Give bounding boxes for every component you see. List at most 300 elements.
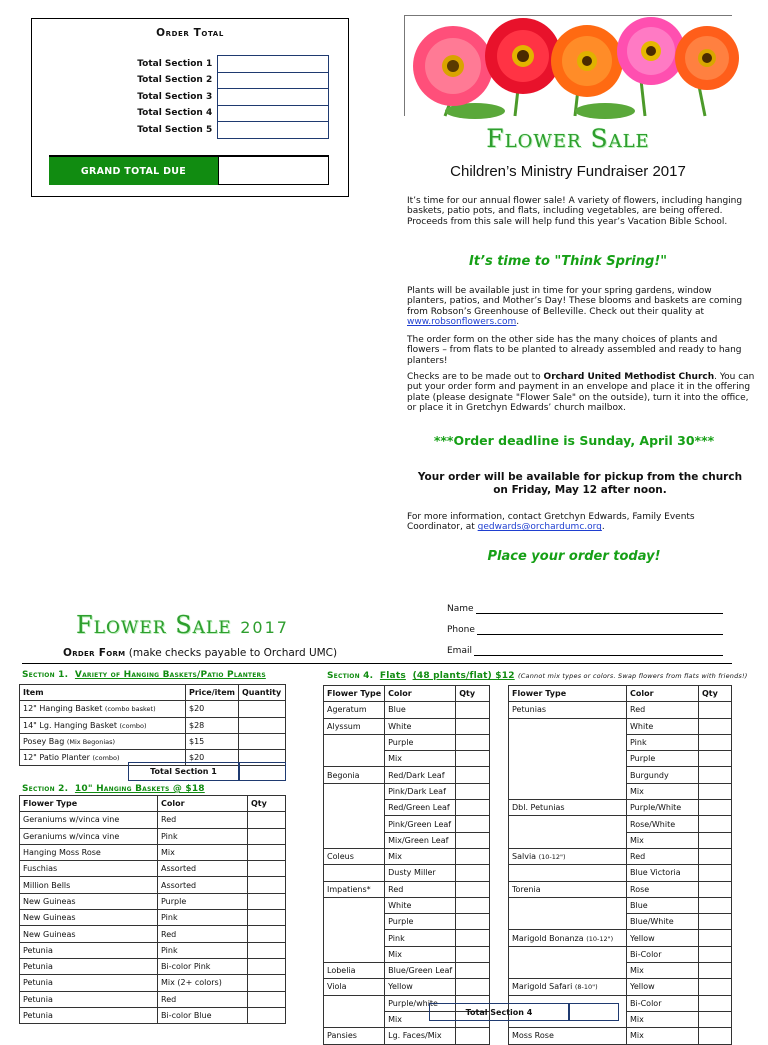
form-title-text: Flower Sale <box>76 611 232 639</box>
table-row <box>324 832 490 848</box>
email-field[interactable] <box>447 646 723 656</box>
table-row <box>509 718 732 734</box>
qty-input[interactable] <box>248 844 286 860</box>
qty-input[interactable] <box>456 832 490 848</box>
table-row <box>20 991 286 1007</box>
section1-number: Section 1. <box>22 670 69 680</box>
plants-text: Plants will be available just in time for your spring gardens, window planters, patios, and Mother’s Day! These blooms and baskets are coming from Robson’s Greenhouse of Belleville. Check out their quality at <box>407 286 743 317</box>
table-row <box>324 816 490 832</box>
qty-input[interactable] <box>456 848 490 864</box>
table-row <box>324 734 490 750</box>
section1-title: Variety of Hanging Baskets/Patio Planters <box>74 670 266 680</box>
flower-type-cell <box>509 783 627 799</box>
flower-type-cell <box>324 718 385 734</box>
flower-type-name: Salvia <box>512 852 537 862</box>
table-row <box>509 800 732 816</box>
item-note: (combo basket) <box>104 705 156 714</box>
flower-type-name: Pansies <box>327 1031 357 1041</box>
phone-label: Phone <box>447 625 475 635</box>
flower-size-note: (10-12") <box>538 853 566 862</box>
order-form-note: (make checks payable to Orchard UMC) <box>125 647 338 659</box>
qty-input[interactable] <box>456 751 490 767</box>
color-cell: Bi-color Blue <box>158 1007 248 1023</box>
section4-table-right <box>508 685 732 1045</box>
flower-type-cell: Petunia <box>20 991 158 1007</box>
color-cell: Blue <box>385 702 456 718</box>
flower-type-name: Begonia <box>327 770 360 780</box>
qty-input[interactable] <box>699 1028 732 1044</box>
qty-input[interactable] <box>699 783 732 799</box>
total-section-label: Total Section 1 <box>49 56 218 73</box>
flower-type-cell <box>324 767 385 783</box>
flower-type-cell <box>324 881 385 897</box>
section2-table <box>19 795 286 1024</box>
church-name: Orchard United Methodist Church <box>543 372 715 382</box>
qty-input[interactable] <box>456 946 490 962</box>
table-row <box>509 702 732 718</box>
flower-size-note: (8-10") <box>574 983 598 992</box>
checks-text-end: . You can put your order form and payment in an envelope and place it in the offering plate (please designate "Flower Sale" on the outside), turn it into the office, or place it in Gretchyn Edwards’ church mailbox. <box>407 372 755 414</box>
flower-type-cell <box>324 1028 385 1044</box>
section4-title: Flats <box>379 671 406 681</box>
table-row <box>324 963 490 979</box>
color-cell: Pink <box>158 942 248 958</box>
section1-table <box>19 684 286 766</box>
col-item: Item <box>20 685 186 701</box>
checks-paragraph <box>407 372 755 414</box>
table-row <box>20 828 286 844</box>
qty-input[interactable] <box>699 848 732 864</box>
color-cell: Pink <box>385 930 456 946</box>
color-cell: Mix <box>627 832 699 848</box>
flower-sale-title: Flower Sale <box>486 124 650 153</box>
table-row <box>324 702 490 718</box>
color-cell: Pink <box>627 734 699 750</box>
color-cell: Purple <box>385 914 456 930</box>
qty-input[interactable] <box>699 979 732 995</box>
divider <box>22 663 732 664</box>
section4-heading <box>327 671 748 681</box>
total-section-label: Total Section 5 <box>49 122 218 139</box>
color-cell: Mix <box>385 946 456 962</box>
qty-input[interactable] <box>248 877 286 893</box>
table-row <box>20 701 286 717</box>
contact-paragraph <box>407 512 747 533</box>
table-row <box>509 930 732 946</box>
flower-type-name: Marigold Bonanza <box>512 933 584 943</box>
table-row <box>20 1007 286 1023</box>
flower-type-cell: Fuschias <box>20 861 158 877</box>
color-cell: Yellow <box>627 930 699 946</box>
flower-type-cell <box>509 767 627 783</box>
color-cell: Yellow <box>627 979 699 995</box>
color-cell: Red <box>158 926 248 942</box>
qty-input[interactable] <box>699 734 732 750</box>
flower-type-name: Dbl. Petunias <box>512 803 565 813</box>
qty-input[interactable] <box>699 1011 732 1027</box>
qty-input[interactable] <box>699 751 732 767</box>
table-row <box>20 910 286 926</box>
contact-end: . <box>601 522 605 533</box>
color-cell: Mix <box>385 848 456 864</box>
order-total-row <box>49 122 329 139</box>
table-row <box>324 767 490 783</box>
email-line[interactable] <box>474 646 723 656</box>
qty-input[interactable] <box>456 816 490 832</box>
qty-input[interactable] <box>456 800 490 816</box>
col-color: Color <box>158 796 248 812</box>
color-cell: Dusty Miller <box>385 865 456 881</box>
order-total-table <box>49 55 329 139</box>
color-cell: Blue/White <box>627 914 699 930</box>
section1-heading <box>22 670 266 680</box>
color-cell: Red <box>158 991 248 1007</box>
flower-type-cell <box>509 816 627 832</box>
table-row <box>509 881 732 897</box>
table-row <box>324 848 490 864</box>
col-qty: Qty <box>456 686 490 702</box>
item-name: 12" Hanging Basket <box>23 704 103 714</box>
order-total-row <box>49 56 329 73</box>
zinnia-flowers-image <box>404 15 732 116</box>
table-row <box>20 942 286 958</box>
flower-type-name: Marigold Safari <box>512 982 573 992</box>
table-row <box>20 958 286 974</box>
color-cell: Red/Dark Leaf <box>385 767 456 783</box>
flower-type-cell: New Guineas <box>20 893 158 909</box>
table-row <box>509 979 732 995</box>
col-price: Price/item <box>186 685 239 701</box>
color-cell: White <box>385 897 456 913</box>
col-quantity: Quantity <box>239 685 286 701</box>
qty-input[interactable] <box>456 718 490 734</box>
total-section-field[interactable] <box>218 105 329 122</box>
phone-line[interactable] <box>477 625 723 635</box>
flower-type-name: Lobelia <box>327 966 356 976</box>
flower-type-name: Viola <box>327 982 347 992</box>
order-total-box <box>31 18 349 197</box>
total-section-field[interactable] <box>218 56 329 73</box>
flower-type-cell <box>509 751 627 767</box>
order-deadline: ***Order deadline is Sunday, April 30*** <box>433 433 715 448</box>
plants-paragraph <box>407 286 752 328</box>
flower-type-cell <box>509 832 627 848</box>
qty-input[interactable] <box>456 783 490 799</box>
qty-input[interactable] <box>248 910 286 926</box>
intro-paragraph: It’s time for our annual flower sale! A variety of flowers, including hanging baskets, patio pots, and flats, including vegetables, are being offered. Proceeds from this sale will help fund this year’s Vacation Bible School. <box>407 196 743 227</box>
color-cell: Purple <box>385 734 456 750</box>
qty-input[interactable] <box>248 958 286 974</box>
flower-type-cell <box>509 914 627 930</box>
col-flower-type: Flower Type <box>324 686 385 702</box>
qty-input[interactable] <box>699 702 732 718</box>
order-form-paragraph: The order form on the other side has the many choices of plants and flowers – from flats to be planted to already assembled and ready to hang planters! <box>407 335 742 366</box>
color-cell: White <box>385 718 456 734</box>
flower-type-cell <box>509 979 627 995</box>
table-row <box>324 881 490 897</box>
table-row <box>324 783 490 799</box>
flower-type-cell: Geraniums w/vinca vine <box>20 828 158 844</box>
qty-input[interactable] <box>699 897 732 913</box>
qty-input[interactable] <box>248 975 286 991</box>
table-row <box>20 812 286 828</box>
table-row <box>509 783 732 799</box>
name-field[interactable] <box>447 604 723 614</box>
total-section4-field[interactable] <box>569 1003 619 1021</box>
qty-input[interactable] <box>699 832 732 848</box>
table-row <box>324 914 490 930</box>
qty-input[interactable] <box>248 893 286 909</box>
table-row <box>509 816 732 832</box>
section2-title: 10" Hanging Baskets @ $18 <box>74 784 205 794</box>
flower-type-cell <box>324 1011 385 1027</box>
flower-type-name: Coleus <box>327 852 354 862</box>
table-row <box>324 718 490 734</box>
color-cell: Red/Green Leaf <box>385 800 456 816</box>
qty-input[interactable] <box>456 914 490 930</box>
qty-input[interactable] <box>456 734 490 750</box>
flower-type-cell <box>509 897 627 913</box>
flower-type-cell <box>324 865 385 881</box>
color-cell: Purple <box>158 893 248 909</box>
fundraiser-title: Children’s Ministry Fundraiser 2017 <box>450 163 686 180</box>
color-cell: Bi-color Pink <box>158 958 248 974</box>
color-cell: Red <box>627 848 699 864</box>
table-row <box>509 848 732 864</box>
flower-type-cell: Million Bells <box>20 877 158 893</box>
table-row <box>20 733 286 749</box>
table-row <box>324 800 490 816</box>
section2-number: Section 2. <box>22 784 69 794</box>
qty-input[interactable] <box>456 897 490 913</box>
price-cell: $28 <box>186 717 239 733</box>
qty-input[interactable] <box>456 963 490 979</box>
flower-type-cell: New Guineas <box>20 926 158 942</box>
think-spring-heading: It’s time to "Think Spring!" <box>468 254 668 269</box>
flower-type-cell: Petunia <box>20 942 158 958</box>
total-section-field[interactable] <box>218 89 329 106</box>
qty-input[interactable] <box>699 767 732 783</box>
price-cell: $15 <box>186 733 239 749</box>
qty-input[interactable] <box>456 1028 490 1044</box>
table-row <box>20 844 286 860</box>
col-qty: Qty <box>699 686 732 702</box>
section4-table-left <box>323 685 490 1045</box>
color-cell: Mix <box>627 1028 699 1044</box>
flower-type-cell <box>509 848 627 864</box>
table-row <box>20 717 286 733</box>
table-row <box>509 734 732 750</box>
flower-type-cell <box>324 897 385 913</box>
checks-text: Checks are to be made out to <box>407 372 544 382</box>
flower-type-cell <box>324 848 385 864</box>
total-section-field[interactable] <box>218 122 329 139</box>
qty-input[interactable] <box>699 946 732 962</box>
flower-type-cell <box>509 1028 627 1044</box>
order-form-label <box>63 647 337 659</box>
table-row <box>20 975 286 991</box>
flower-type-name: Moss Rose <box>512 1031 554 1041</box>
form-title <box>76 611 289 639</box>
item-name: 12" Patio Planter <box>23 753 90 763</box>
col-color: Color <box>627 686 699 702</box>
order-total-row <box>49 105 329 122</box>
qty-input[interactable] <box>456 865 490 881</box>
grand-total-label: GRAND TOTAL DUE <box>49 157 218 185</box>
flower-type-cell <box>509 702 627 718</box>
quantity-input[interactable] <box>239 717 286 733</box>
qty-input[interactable] <box>248 828 286 844</box>
table-row <box>509 963 732 979</box>
flower-type-cell <box>324 995 385 1011</box>
flower-type-cell <box>324 734 385 750</box>
qty-input[interactable] <box>699 816 732 832</box>
color-cell: Blue <box>627 897 699 913</box>
qty-input[interactable] <box>248 926 286 942</box>
item-note: (combo) <box>119 721 147 730</box>
table-row <box>509 897 732 913</box>
qty-input[interactable] <box>248 1007 286 1023</box>
phone-field[interactable] <box>447 625 723 635</box>
color-cell: Yellow <box>385 979 456 995</box>
total-section-label: Total Section 2 <box>49 72 218 89</box>
order-total-title: Order Total <box>156 27 224 39</box>
qty-input[interactable] <box>456 979 490 995</box>
qty-input[interactable] <box>699 718 732 734</box>
robson-link[interactable]: www.robsonflowers.com <box>407 317 517 328</box>
flower-type-cell: Geraniums w/vinca vine <box>20 812 158 828</box>
table-row <box>324 865 490 881</box>
flower-type-cell <box>509 963 627 979</box>
flower-type-cell <box>324 751 385 767</box>
quantity-input[interactable] <box>239 733 286 749</box>
table-row <box>509 946 732 962</box>
pickup-notice: Your order will be available for pickup from the church on Friday, May 12 after noon. <box>417 471 743 496</box>
color-cell: Red <box>627 702 699 718</box>
flower-type-cell: Petunia <box>20 1007 158 1023</box>
table-row <box>324 979 490 995</box>
flower-type-name: Ageratum <box>327 705 367 715</box>
qty-input[interactable] <box>699 881 732 897</box>
color-cell: Mix <box>627 963 699 979</box>
table-row <box>324 930 490 946</box>
flower-type-cell: Hanging Moss Rose <box>20 844 158 860</box>
flower-type-name: Impatiens* <box>327 884 371 894</box>
col-flower-type: Flower Type <box>20 796 158 812</box>
flower-type-cell: Petunia <box>20 958 158 974</box>
color-cell: Blue Victoria <box>627 865 699 881</box>
quantity-input[interactable] <box>239 701 286 717</box>
color-cell: Assorted <box>158 861 248 877</box>
table-row <box>509 865 732 881</box>
section4-price: (48 plants/flat) $12 <box>412 671 515 681</box>
flower-type-cell <box>509 718 627 734</box>
qty-input[interactable] <box>456 930 490 946</box>
color-cell: Purple/White <box>627 800 699 816</box>
color-cell: Purple/white <box>385 995 456 1011</box>
qty-input[interactable] <box>248 861 286 877</box>
grand-total-row <box>49 155 329 185</box>
color-cell: Rose <box>627 881 699 897</box>
flower-type-name: Alyssum <box>327 721 361 731</box>
flower-size-note: (10-12") <box>586 934 614 943</box>
flower-type-cell <box>324 816 385 832</box>
table-row <box>20 893 286 909</box>
flower-type-cell <box>324 702 385 718</box>
qty-input[interactable] <box>699 963 732 979</box>
flower-type-cell <box>509 946 627 962</box>
flower-type-cell <box>509 930 627 946</box>
flower-type-cell: New Guineas <box>20 910 158 926</box>
table-row <box>509 1028 732 1044</box>
price-cell: $20 <box>186 701 239 717</box>
qty-input[interactable] <box>699 930 732 946</box>
item-name: 14" Lg. Hanging Basket <box>23 720 117 730</box>
item-note: (combo) <box>92 754 120 763</box>
color-cell: Blue/Green Leaf <box>385 963 456 979</box>
flower-type-cell <box>509 800 627 816</box>
flower-type-cell <box>324 832 385 848</box>
color-cell: White <box>627 718 699 734</box>
col-color: Color <box>385 686 456 702</box>
table-row <box>509 832 732 848</box>
flower-type-cell <box>324 946 385 962</box>
total-section-label: Total Section 4 <box>49 105 218 122</box>
qty-input[interactable] <box>699 800 732 816</box>
qty-input[interactable] <box>699 995 732 1011</box>
price-cell: $20 <box>186 750 239 766</box>
flower-type-cell <box>324 800 385 816</box>
color-cell: Mix <box>385 1011 456 1027</box>
qty-input[interactable] <box>248 942 286 958</box>
color-cell: Mix <box>158 844 248 860</box>
email-label: Email <box>447 646 472 656</box>
qty-input[interactable] <box>456 702 490 718</box>
total-section1-field[interactable] <box>239 762 286 781</box>
qty-input[interactable] <box>248 812 286 828</box>
qty-input[interactable] <box>699 865 732 881</box>
flower-type-cell <box>324 914 385 930</box>
color-cell: Assorted <box>158 877 248 893</box>
form-year: 2017 <box>240 618 289 637</box>
table-row <box>509 767 732 783</box>
flower-type-cell <box>324 963 385 979</box>
name-line[interactable] <box>476 604 723 614</box>
order-total-row <box>49 72 329 89</box>
table-row <box>324 751 490 767</box>
qty-input[interactable] <box>456 881 490 897</box>
flower-type-cell <box>509 865 627 881</box>
grand-total-field[interactable] <box>218 157 329 185</box>
section4-note: (Cannot mix types or colors. Swap flowers from flats with friends!) <box>518 672 748 680</box>
table-row <box>20 877 286 893</box>
total-section1-label: Total Section 1 <box>128 762 239 781</box>
color-cell: Mix (2+ colors) <box>158 975 248 991</box>
qty-input[interactable] <box>456 767 490 783</box>
contact-text: For more information, contact Gretchyn Edwards, Family Events Coordinator, at <box>407 512 695 533</box>
color-cell: Red <box>385 881 456 897</box>
plants-end: . <box>516 317 520 328</box>
qty-input[interactable] <box>248 991 286 1007</box>
table-row <box>509 914 732 930</box>
qty-input[interactable] <box>699 914 732 930</box>
total-section-label: Total Section 3 <box>49 89 218 106</box>
color-cell: Pink/Dark Leaf <box>385 783 456 799</box>
total-section-field[interactable] <box>218 72 329 89</box>
email-link[interactable]: gedwards@orchardumc.org <box>477 522 602 533</box>
color-cell: Pink/Green Leaf <box>385 816 456 832</box>
item-cell <box>20 701 186 717</box>
